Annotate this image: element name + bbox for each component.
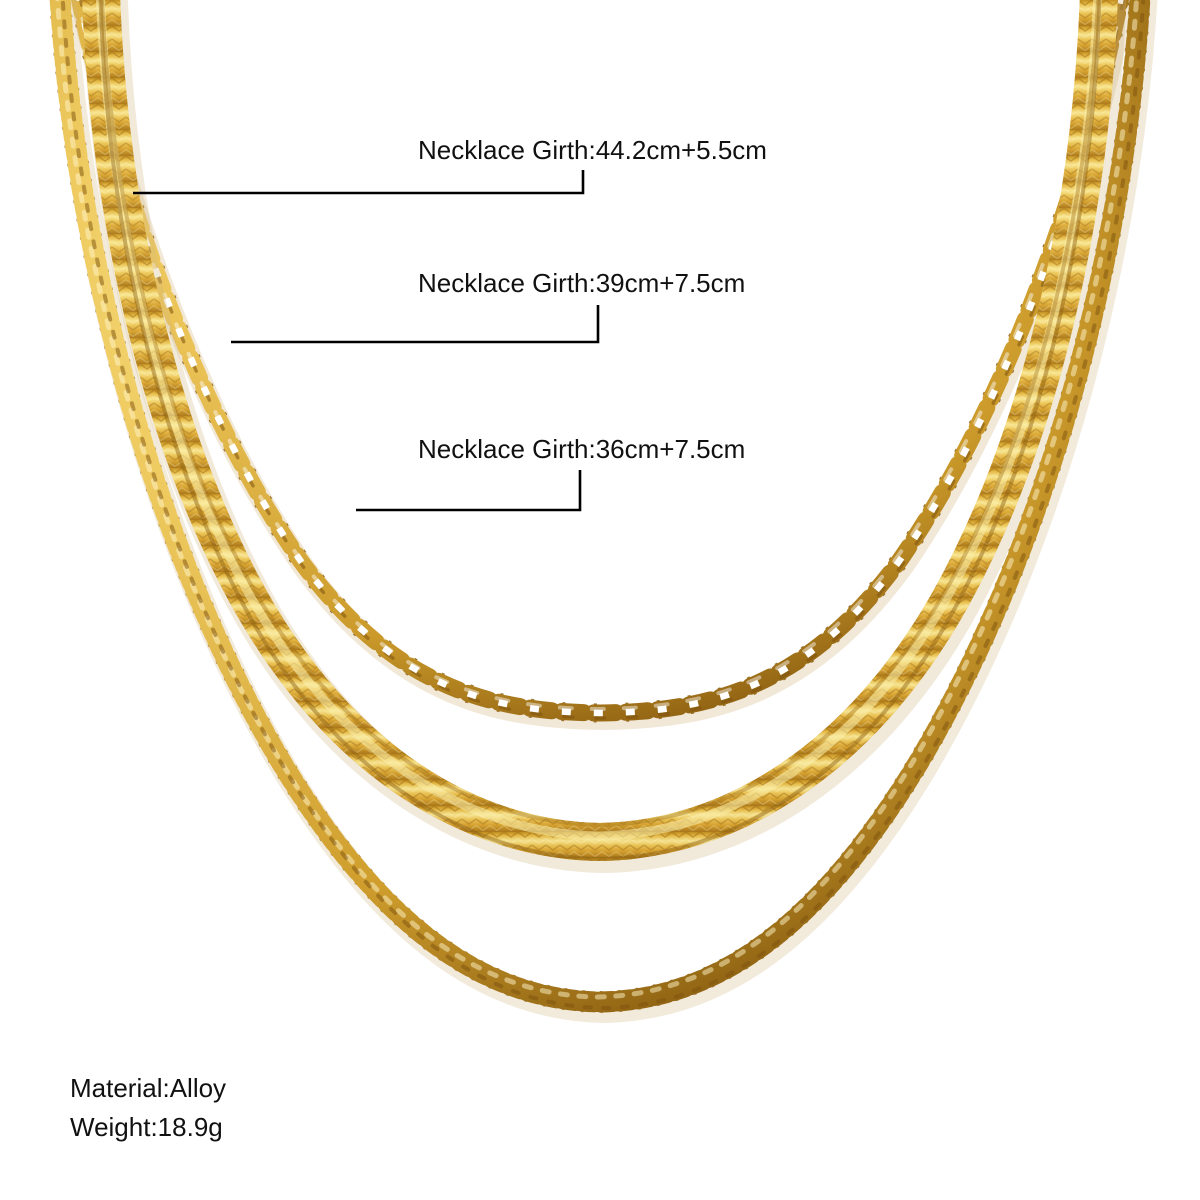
annotation-label-necklace-girth-2: Necklace Girth:39cm+7.5cm [418, 268, 746, 298]
annotation-label-necklace-girth-3: Necklace Girth:36cm+7.5cm [418, 434, 746, 464]
spec-material: Material:Alloy [70, 1073, 227, 1103]
spec-weight: Weight:18.9g [70, 1112, 223, 1142]
annotation-label-necklace-girth-1: Necklace Girth:44.2cm+5.5cm [418, 135, 767, 165]
